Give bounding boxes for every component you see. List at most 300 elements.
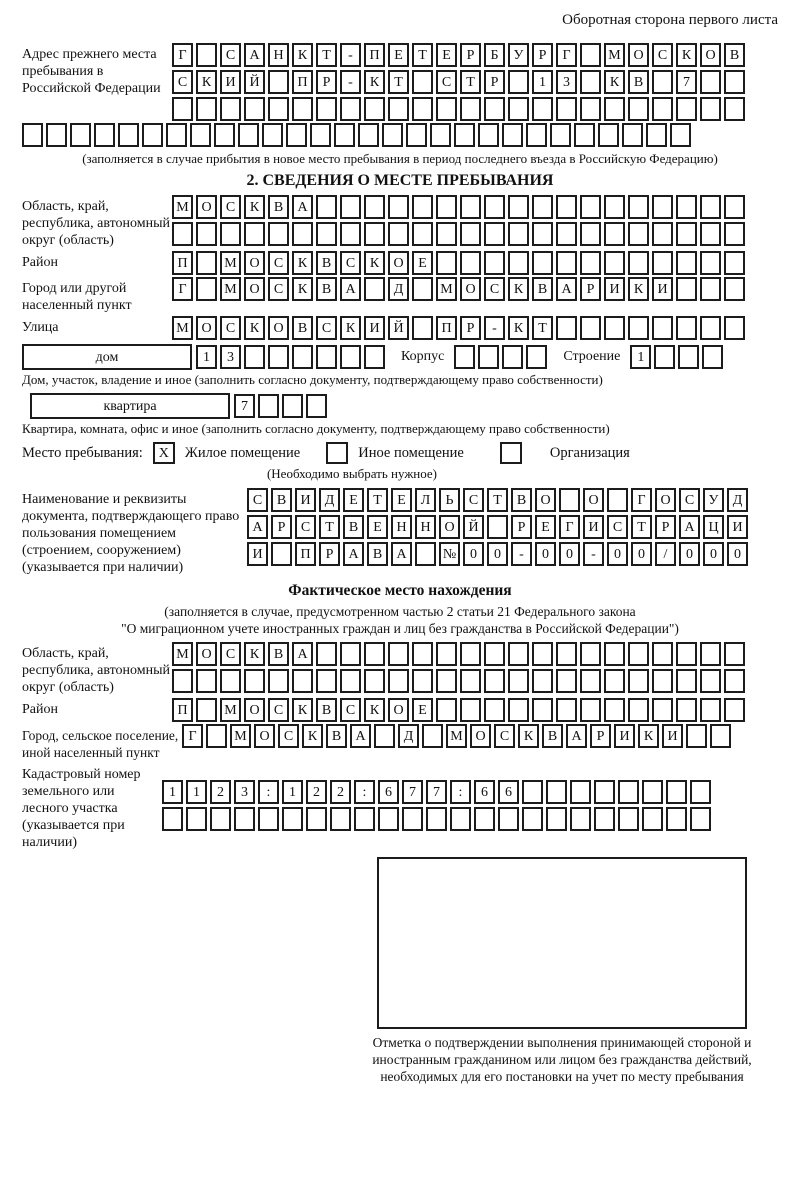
char-cell: С (316, 316, 337, 340)
house-block (22, 344, 778, 370)
char-cell: : (258, 780, 279, 804)
char-cell: Ц (703, 515, 724, 539)
char-cell (700, 97, 721, 121)
char-cell (426, 807, 447, 831)
char-cell: 1 (532, 70, 553, 94)
house-note: Дом, участок, владение и иное (заполнить согласно документу, подтверждающему право собственности) (22, 372, 603, 387)
char-cell: О (388, 251, 409, 275)
char-cell: 6 (378, 780, 399, 804)
region-block (22, 195, 778, 249)
char-cell: Д (398, 724, 419, 748)
char-cell (652, 251, 673, 275)
region-row-2 (172, 222, 745, 246)
char-cell: С (679, 488, 700, 512)
char-cell: М (172, 316, 193, 340)
city-block (22, 277, 778, 314)
char-cell: М (220, 251, 241, 275)
char-cell: М (604, 43, 625, 67)
char-cell (676, 642, 697, 666)
char-cell (364, 669, 385, 693)
char-cell (724, 195, 745, 219)
char-cell (364, 97, 385, 121)
char-cell: Т (319, 515, 340, 539)
char-cell: К (508, 316, 529, 340)
char-cell: П (436, 316, 457, 340)
char-cell (244, 222, 265, 246)
char-cell (546, 807, 567, 831)
char-cell: : (354, 780, 375, 804)
char-cell (604, 642, 625, 666)
char-cell: М (172, 642, 193, 666)
char-cell: И (583, 515, 604, 539)
char-cell (238, 123, 259, 147)
char-cell: П (364, 43, 385, 67)
char-cell (628, 669, 649, 693)
option-organization-label: Организация (549, 444, 630, 461)
char-cell (556, 251, 577, 275)
char-cell (220, 669, 241, 693)
char-cell (580, 222, 601, 246)
char-cell (166, 123, 187, 147)
char-cell (700, 698, 721, 722)
char-cell (676, 316, 697, 340)
char-cell: - (511, 542, 532, 566)
char-cell (478, 123, 499, 147)
char-cell (532, 195, 553, 219)
char-cell (282, 394, 303, 418)
char-cell: А (292, 195, 313, 219)
char-cell: Р (484, 70, 505, 94)
char-cell (502, 345, 523, 369)
option-other-premises-label: Иное помещение (358, 444, 464, 461)
char-cell: Й (463, 515, 484, 539)
char-cell (670, 123, 691, 147)
confirmation-stamp-box (377, 857, 747, 1029)
stay-type-note: (Необходимо выбрать нужное) (266, 466, 438, 481)
char-cell (268, 345, 289, 369)
korpus-label: Корпус (401, 349, 445, 364)
stroenie-cells (630, 345, 723, 369)
stroenie-label: Строение (563, 349, 621, 364)
char-cell: Р (580, 277, 601, 301)
char-cell (306, 807, 327, 831)
char-cell: Р (460, 316, 481, 340)
char-cell: А (340, 277, 361, 301)
char-cell: 0 (703, 542, 724, 566)
char-cell: Н (415, 515, 436, 539)
char-cell (430, 123, 451, 147)
char-cell (412, 277, 433, 301)
char-cell (700, 669, 721, 693)
char-cell: О (460, 277, 481, 301)
char-cell (724, 642, 745, 666)
char-cell (702, 345, 723, 369)
char-cell: В (542, 724, 563, 748)
char-cell (678, 345, 699, 369)
char-cell: 0 (535, 542, 556, 566)
char-cell (628, 97, 649, 121)
char-cell (710, 724, 731, 748)
char-cell (172, 669, 193, 693)
char-cell (628, 195, 649, 219)
char-cell (374, 724, 395, 748)
char-cell: С (220, 195, 241, 219)
house-cells (196, 345, 385, 369)
char-cell: Е (367, 515, 388, 539)
char-cell: Т (388, 70, 409, 94)
char-cell (628, 251, 649, 275)
region-label: Область, край, республика, автономный округ (область) (22, 199, 171, 248)
char-cell: Г (631, 488, 652, 512)
char-cell (618, 807, 639, 831)
char-cell: 1 (196, 345, 217, 369)
char-cell (556, 222, 577, 246)
char-cell: А (292, 642, 313, 666)
char-cell: Е (388, 43, 409, 67)
char-cell (484, 698, 505, 722)
char-cell: 0 (487, 542, 508, 566)
char-cell (258, 807, 279, 831)
char-cell (532, 222, 553, 246)
district-row (172, 251, 745, 275)
char-cell: О (244, 251, 265, 275)
char-cell (724, 251, 745, 275)
char-cell (292, 669, 313, 693)
stay-type-block (22, 442, 778, 464)
char-cell: К (628, 277, 649, 301)
prev-address-row-2 (172, 70, 745, 94)
char-cell (460, 97, 481, 121)
char-cell (460, 642, 481, 666)
city2-label: Город, сельское поселение, иной населенный пункт (22, 728, 179, 760)
char-cell: О (700, 43, 721, 67)
char-cell (556, 316, 577, 340)
char-cell: А (566, 724, 587, 748)
char-cell: И (295, 488, 316, 512)
char-cell: М (220, 698, 241, 722)
char-cell: О (583, 488, 604, 512)
char-cell (508, 642, 529, 666)
char-cell (522, 780, 543, 804)
char-cell (652, 642, 673, 666)
char-cell (310, 123, 331, 147)
char-cell: С (268, 251, 289, 275)
char-cell (316, 222, 337, 246)
char-cell (580, 195, 601, 219)
district-label: Район (22, 255, 58, 270)
char-cell: К (292, 43, 313, 67)
char-cell (700, 251, 721, 275)
confirmation-note: Отметка о подтверждении выполнения принимающей стороной и иностранным гражданином или лицом без гражданства действий, необходимых для его постановки на учет по месту пребывания (372, 1035, 752, 1084)
char-cell (334, 123, 355, 147)
char-cell (628, 316, 649, 340)
char-cell: М (172, 195, 193, 219)
char-cell (292, 345, 313, 369)
char-cell: Й (388, 316, 409, 340)
char-cell: - (583, 542, 604, 566)
char-cell: О (244, 277, 265, 301)
char-cell (556, 669, 577, 693)
actual-location-title: Фактическое место нахождения (288, 582, 512, 599)
char-cell (330, 807, 351, 831)
section2-title: 2. СВЕДЕНИЯ О МЕСТЕ ПРЕБЫВАНИЯ (246, 172, 554, 189)
checkbox-other-premises (326, 442, 348, 464)
char-cell (526, 345, 547, 369)
char-cell (364, 345, 385, 369)
char-cell (186, 807, 207, 831)
char-cell: У (703, 488, 724, 512)
char-cell (522, 807, 543, 831)
char-cell: А (391, 542, 412, 566)
char-cell (402, 807, 423, 831)
char-cell: А (244, 43, 265, 67)
char-cell: 1 (186, 780, 207, 804)
char-cell (406, 123, 427, 147)
char-cell: В (367, 542, 388, 566)
char-cell (652, 698, 673, 722)
char-cell (244, 97, 265, 121)
char-cell: В (268, 195, 289, 219)
char-cell (268, 669, 289, 693)
char-cell: И (364, 316, 385, 340)
char-cell (676, 97, 697, 121)
apartment-cells (234, 394, 327, 418)
prev-address-row-1 (172, 43, 745, 67)
char-cell: О (655, 488, 676, 512)
char-cell (574, 123, 595, 147)
cadastral-label: Кадастровый номер земельного или лесного участка (указывается при наличии) (22, 767, 141, 850)
char-cell: Е (391, 488, 412, 512)
region2-label: Область, край, республика, автономный округ (область) (22, 646, 171, 695)
char-cell (316, 195, 337, 219)
char-cell (244, 669, 265, 693)
char-cell: П (172, 698, 193, 722)
char-cell (676, 251, 697, 275)
char-cell: Г (556, 43, 577, 67)
char-cell (258, 394, 279, 418)
char-cell: А (679, 515, 700, 539)
char-cell (196, 97, 217, 121)
char-cell: С (494, 724, 515, 748)
char-cell (460, 698, 481, 722)
document-block (22, 488, 778, 576)
char-cell (415, 542, 436, 566)
char-cell: Е (535, 515, 556, 539)
char-cell (316, 345, 337, 369)
char-cell (412, 70, 433, 94)
char-cell: И (220, 70, 241, 94)
char-cell (676, 222, 697, 246)
char-cell: С (220, 642, 241, 666)
checkbox-residential: X (153, 442, 175, 464)
char-cell (190, 123, 211, 147)
char-cell (532, 642, 553, 666)
char-cell (594, 807, 615, 831)
document-label: Наименование и реквизиты документа, подтверждающего право пользования помещением (строением, сооружением) (указывается при наличии) (22, 492, 240, 575)
char-cell (550, 123, 571, 147)
char-cell (412, 642, 433, 666)
char-cell: Д (727, 488, 748, 512)
char-cell (652, 195, 673, 219)
char-cell (652, 222, 673, 246)
char-cell (642, 807, 663, 831)
street-row (172, 316, 745, 340)
char-cell (70, 123, 91, 147)
prev-address-label: Адрес прежнего места пребывания в Российской Федерации (22, 47, 161, 96)
char-cell (484, 669, 505, 693)
char-cell (282, 807, 303, 831)
region2-block (22, 642, 778, 696)
char-cell: П (295, 542, 316, 566)
char-cell: К (364, 698, 385, 722)
char-cell (628, 222, 649, 246)
char-cell (340, 97, 361, 121)
char-cell: О (244, 698, 265, 722)
char-cell (382, 123, 403, 147)
char-cell (724, 70, 745, 94)
actual-location-note (22, 603, 778, 637)
char-cell (364, 642, 385, 666)
char-cell: К (244, 642, 265, 666)
char-cell (388, 669, 409, 693)
char-cell (142, 123, 163, 147)
char-cell: М (220, 277, 241, 301)
char-cell: Т (367, 488, 388, 512)
char-cell (532, 251, 553, 275)
char-cell (700, 195, 721, 219)
char-cell: М (446, 724, 467, 748)
char-cell: О (268, 316, 289, 340)
char-cell: С (278, 724, 299, 748)
char-cell (556, 195, 577, 219)
char-cell (594, 780, 615, 804)
char-cell (559, 488, 580, 512)
char-cell: Г (182, 724, 203, 748)
char-cell: 7 (426, 780, 447, 804)
char-cell (604, 316, 625, 340)
char-cell: - (340, 70, 361, 94)
district2-label: Район (22, 702, 58, 717)
char-cell (580, 669, 601, 693)
district2-block (22, 698, 778, 722)
char-cell: К (508, 277, 529, 301)
char-cell: 7 (402, 780, 423, 804)
char-cell: Д (388, 277, 409, 301)
char-cell (532, 698, 553, 722)
char-cell (498, 807, 519, 831)
char-cell (268, 70, 289, 94)
char-cell (676, 698, 697, 722)
char-cell (556, 698, 577, 722)
char-cell (666, 780, 687, 804)
page-header: Оборотная сторона первого листа (562, 12, 778, 28)
char-cell: У (508, 43, 529, 67)
char-cell (454, 345, 475, 369)
char-cell: 3 (220, 345, 241, 369)
char-cell (450, 807, 471, 831)
char-cell: К (292, 698, 313, 722)
char-cell: Е (343, 488, 364, 512)
char-cell: Р (590, 724, 611, 748)
char-cell: К (244, 316, 265, 340)
char-cell: О (388, 698, 409, 722)
char-cell (508, 70, 529, 94)
char-cell: 0 (463, 542, 484, 566)
char-cell (460, 195, 481, 219)
char-cell (214, 123, 235, 147)
char-cell: Р (316, 70, 337, 94)
char-cell: 6 (474, 780, 495, 804)
char-cell (580, 43, 601, 67)
char-cell: В (724, 43, 745, 67)
char-cell (196, 669, 217, 693)
char-cell: В (316, 698, 337, 722)
char-cell (22, 123, 43, 147)
char-cell (724, 698, 745, 722)
char-cell (508, 195, 529, 219)
char-cell (364, 195, 385, 219)
char-cell (436, 97, 457, 121)
char-cell (652, 97, 673, 121)
char-cell (598, 123, 619, 147)
char-cell: О (628, 43, 649, 67)
char-cell: А (343, 542, 364, 566)
char-cell (622, 123, 643, 147)
char-cell (412, 97, 433, 121)
char-cell: С (607, 515, 628, 539)
char-cell: В (326, 724, 347, 748)
char-cell (220, 222, 241, 246)
char-cell: И (604, 277, 625, 301)
actual-location-note-line2: "О миграционном учете иностранных граждан и лиц без гражданства в Российской Федерации") (121, 621, 679, 636)
char-cell: 2 (306, 780, 327, 804)
char-cell: С (484, 277, 505, 301)
char-cell (580, 70, 601, 94)
char-cell (172, 97, 193, 121)
char-cell: В (532, 277, 553, 301)
char-cell (700, 222, 721, 246)
char-cell (196, 43, 217, 67)
char-cell: Л (415, 488, 436, 512)
char-cell (412, 222, 433, 246)
char-cell (94, 123, 115, 147)
char-cell (508, 698, 529, 722)
char-cell (724, 97, 745, 121)
char-cell (556, 642, 577, 666)
char-cell: С (340, 698, 361, 722)
cadastral-row-2 (162, 807, 711, 831)
char-cell: О (196, 195, 217, 219)
char-cell (652, 316, 673, 340)
korpus-cells (454, 345, 547, 369)
char-cell (388, 195, 409, 219)
char-cell: 0 (607, 542, 628, 566)
char-cell (478, 345, 499, 369)
char-cell (700, 316, 721, 340)
char-cell (460, 222, 481, 246)
char-cell: Т (316, 43, 337, 67)
char-cell (340, 642, 361, 666)
apartment-box-label: квартира (30, 393, 230, 419)
apartment-block (22, 393, 778, 419)
char-cell (268, 222, 289, 246)
char-cell: 0 (727, 542, 748, 566)
char-cell (532, 669, 553, 693)
char-cell: К (302, 724, 323, 748)
char-cell (436, 195, 457, 219)
char-cell (580, 698, 601, 722)
char-cell (532, 97, 553, 121)
